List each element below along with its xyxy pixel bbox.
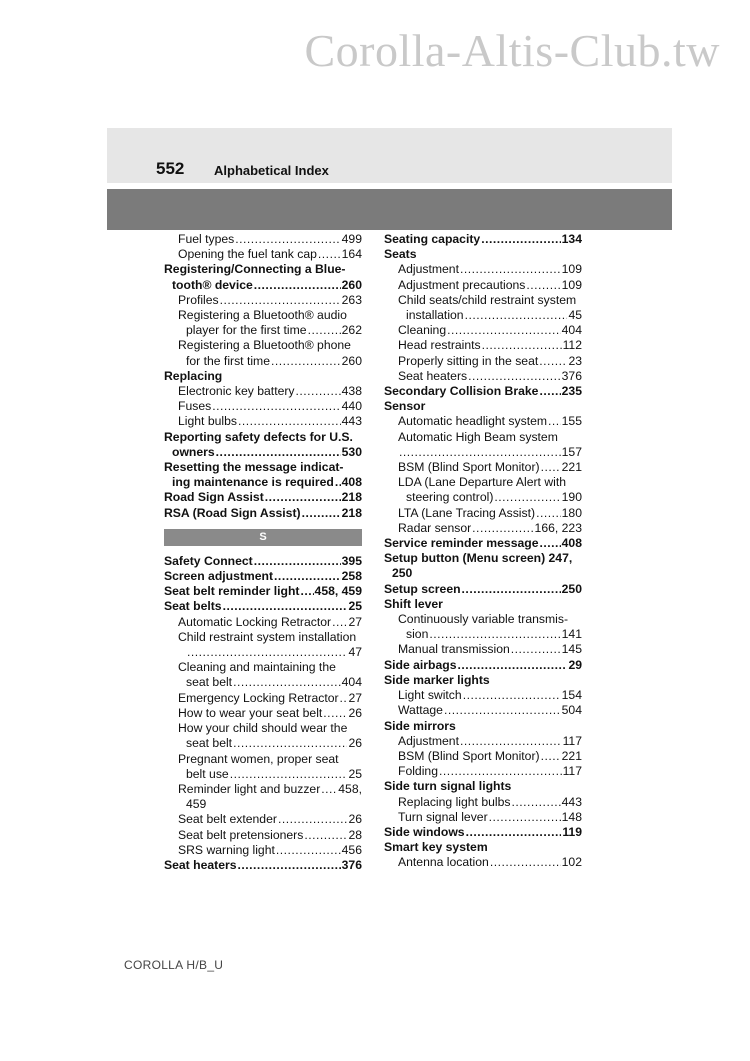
index-term: Folding xyxy=(398,764,438,779)
index-page-ref: 117 xyxy=(562,764,582,779)
index-entry xyxy=(164,232,362,247)
index-letter-header: S xyxy=(164,529,362,546)
index-entry xyxy=(384,855,582,870)
index-term-line: Automatic High Beam system xyxy=(398,429,558,444)
index-page-ref: 154 xyxy=(561,688,582,703)
index-entry xyxy=(164,736,362,751)
index-term-line: Side marker lights xyxy=(384,672,490,687)
dot-leader xyxy=(429,627,560,642)
index-page-ref: 408 xyxy=(341,475,362,490)
index-column-left xyxy=(164,232,362,873)
dot-leader xyxy=(460,262,561,277)
index-page-ref: 218 xyxy=(341,505,362,520)
dot-leader xyxy=(223,599,348,614)
header-band xyxy=(107,128,672,183)
dot-leader xyxy=(463,688,561,703)
index-term: seat belt xyxy=(186,736,233,751)
index-term: Screen adjustment xyxy=(164,569,274,584)
index-term: Turn signal lever xyxy=(398,809,488,824)
index-entry xyxy=(164,569,362,584)
index-entry xyxy=(384,810,582,825)
index-entry xyxy=(164,645,362,660)
dot-leader xyxy=(472,521,533,536)
index-term: SRS warning light xyxy=(178,842,275,857)
index-page-ref: 166, 223 xyxy=(534,520,582,535)
index-page-ref: 164 xyxy=(341,247,362,262)
index-term: Road Sign Assist xyxy=(164,490,264,505)
index-term: Reminder light and buzzer xyxy=(178,781,321,796)
dot-leader xyxy=(318,247,341,262)
index-term: Adjustment xyxy=(398,733,459,748)
index-page-ref: 26 xyxy=(348,812,362,827)
index-page-ref: 260 xyxy=(341,277,362,292)
dot-leader xyxy=(526,278,560,293)
index-term-line: Smart key system xyxy=(384,840,488,855)
index-entry xyxy=(384,764,582,779)
index-page-ref: 260 xyxy=(341,353,362,368)
index-term: for the first time xyxy=(186,353,270,368)
dot-leader xyxy=(304,828,347,843)
dot-leader xyxy=(539,536,560,551)
index-term: How to wear your seat belt xyxy=(178,705,323,720)
index-entry xyxy=(384,749,582,764)
dot-leader xyxy=(539,384,560,399)
index-page-ref: 23 xyxy=(568,353,582,368)
dot-leader xyxy=(439,764,562,779)
page-number: 552 xyxy=(156,159,185,178)
index-page-ref: 218 xyxy=(341,490,362,505)
index-page-ref: 221 xyxy=(561,748,582,763)
index-page-ref: 26 xyxy=(348,705,362,720)
index-page-ref: 458, xyxy=(338,781,362,796)
dot-leader xyxy=(308,323,341,338)
dot-leader xyxy=(460,734,562,749)
index-page-ref: 504 xyxy=(561,703,582,718)
index-page-ref: 440 xyxy=(341,399,362,414)
index-term: RSA (Road Sign Assist) xyxy=(164,505,301,520)
dot-leader xyxy=(490,855,561,870)
index-term: Side airbags xyxy=(384,657,457,672)
dot-leader xyxy=(302,506,341,521)
index-page-ref: 157 xyxy=(561,444,582,459)
dot-leader xyxy=(321,782,337,797)
index-term: Electronic key battery xyxy=(178,384,295,399)
index-entry xyxy=(164,384,362,399)
index-page-ref: 45 xyxy=(568,308,582,323)
index-term-line: Shift lever xyxy=(384,596,443,611)
index-page-ref: 443 xyxy=(561,794,582,809)
index-entry xyxy=(164,615,362,630)
footer-model: COROLLA H/B_U xyxy=(124,958,224,972)
index-term: BSM (Blind Sport Monitor) xyxy=(398,748,540,763)
dot-leader xyxy=(466,825,562,840)
dot-leader xyxy=(323,706,347,721)
dot-leader xyxy=(457,658,567,673)
index-page-ref: 148 xyxy=(561,809,582,824)
index-entry xyxy=(384,642,582,657)
index-entry xyxy=(164,843,362,858)
dot-leader xyxy=(541,749,561,764)
index-entry xyxy=(164,706,362,721)
index-term-line: Continuously variable transmis- xyxy=(398,612,569,627)
index-entry xyxy=(164,414,362,429)
index-entry xyxy=(384,354,582,369)
index-term: owners xyxy=(172,444,215,459)
dot-leader xyxy=(465,308,568,323)
index-term: player for the first time xyxy=(186,323,307,338)
index-entry xyxy=(384,338,582,353)
index-term-line: Reporting safety defects for U.S. xyxy=(164,429,353,444)
index-term-line: 250 xyxy=(392,566,413,581)
index-term: Automatic Locking Retractor xyxy=(178,614,332,629)
index-term-line: Child restraint system installation xyxy=(178,629,357,644)
index-term: Seating capacity xyxy=(384,232,481,246)
index-entry xyxy=(164,506,362,521)
section-band xyxy=(107,189,672,230)
index-page-ref: 438 xyxy=(341,384,362,399)
index-page-ref: 134 xyxy=(561,232,582,246)
index-entry xyxy=(384,490,582,505)
index-term: Replacing light bulbs xyxy=(398,794,511,809)
section-title: Alphabetical Index xyxy=(214,163,329,178)
index-page-ref: 27 xyxy=(348,690,362,705)
index-entry xyxy=(164,554,362,569)
index-term: Radar sensor xyxy=(398,520,472,535)
index-entry xyxy=(164,675,362,690)
index-term-line: Pregnant women, proper seat xyxy=(178,751,339,766)
index-entry xyxy=(384,506,582,521)
index-term: Fuel types xyxy=(178,232,235,246)
dot-leader xyxy=(444,703,561,718)
index-page-ref: 102 xyxy=(561,855,582,870)
index-term: steering control) xyxy=(406,490,494,505)
index-entry xyxy=(164,278,362,293)
index-term: LTA (Lane Tracing Assist) xyxy=(398,505,536,520)
index-entry xyxy=(164,691,362,706)
index-entry xyxy=(384,460,582,475)
index-term-line: How your child should wear the xyxy=(178,721,348,736)
index-column-right xyxy=(384,232,582,871)
index-term-line: Registering/Connecting a Blue- xyxy=(164,262,346,277)
index-page-ref: 458, 459 xyxy=(314,584,362,599)
index-page-ref: 443 xyxy=(341,414,362,429)
index-entry xyxy=(384,658,582,673)
index-entry xyxy=(384,627,582,642)
index-page-ref: 404 xyxy=(561,323,582,338)
index-entry xyxy=(384,384,582,399)
dot-leader xyxy=(340,691,348,706)
index-entry xyxy=(384,278,582,293)
index-term: sion xyxy=(406,627,429,642)
index-term: Safety Connect xyxy=(164,553,253,568)
index-page-ref: 29 xyxy=(568,657,582,672)
index-page-ref: 119 xyxy=(562,824,582,839)
index-page-ref: 25 xyxy=(348,766,362,781)
index-page-ref: 27 xyxy=(348,614,362,629)
index-term-line: Sensor xyxy=(384,399,426,414)
dot-leader xyxy=(489,810,561,825)
index-page-ref: 26 xyxy=(348,736,362,751)
index-page-ref: 155 xyxy=(561,414,582,429)
index-term: Cleaning xyxy=(398,323,447,338)
dot-leader xyxy=(539,354,567,369)
dot-leader xyxy=(276,843,341,858)
dot-leader xyxy=(511,642,561,657)
index-term-line: Resetting the message indicat- xyxy=(164,460,344,475)
index-page-ref: 376 xyxy=(341,857,362,872)
index-entry xyxy=(164,323,362,338)
index-page-ref: 258 xyxy=(341,569,362,584)
index-entry xyxy=(384,414,582,429)
index-page-ref: 28 xyxy=(348,827,362,842)
dot-leader xyxy=(494,490,560,505)
index-term: Service reminder message xyxy=(384,536,539,551)
index-term: Fuses xyxy=(178,399,212,414)
index-term: Antenna location xyxy=(398,855,489,870)
index-page-ref: 408 xyxy=(561,536,582,551)
dot-leader xyxy=(511,795,560,810)
index-entry xyxy=(384,262,582,277)
index-term-line: Setup button (Menu screen) 247, xyxy=(384,551,573,566)
index-page-ref: 262 xyxy=(341,323,362,338)
index-entry xyxy=(164,399,362,414)
index-page-ref: 263 xyxy=(341,292,362,307)
dot-leader xyxy=(235,232,340,247)
index-term-line: Replacing xyxy=(164,368,223,383)
index-page-ref: 112 xyxy=(562,338,582,353)
watermark: Corolla-Altis-Club.tw xyxy=(304,25,720,76)
index-term: tooth® device xyxy=(172,277,253,292)
dot-leader xyxy=(468,369,561,384)
index-term-line: LDA (Lane Departure Alert with xyxy=(398,475,567,490)
index-page-ref: 180 xyxy=(561,505,582,520)
dot-leader xyxy=(265,490,341,505)
index-term-line: Side mirrors xyxy=(384,718,456,733)
index-entry xyxy=(164,247,362,262)
index-entry xyxy=(384,536,582,551)
index-entry xyxy=(164,812,362,827)
index-entry xyxy=(164,293,362,308)
dot-leader xyxy=(216,445,341,460)
index-entry xyxy=(384,703,582,718)
index-page-ref: 109 xyxy=(561,262,582,277)
index-term: Setup screen xyxy=(384,581,461,596)
index-entry xyxy=(164,782,362,797)
index-term-line: Cleaning and maintaining the xyxy=(178,660,336,675)
dot-leader xyxy=(274,569,341,584)
index-term: Head restraints xyxy=(398,338,481,353)
index-entry xyxy=(164,490,362,505)
index-term: installation xyxy=(406,308,464,323)
index-page-ref: 25 xyxy=(348,599,362,614)
index-term: Automatic headlight system xyxy=(398,414,548,429)
dot-leader xyxy=(233,736,347,751)
index-entry xyxy=(164,828,362,843)
index-term: seat belt xyxy=(186,675,233,690)
dot-leader xyxy=(482,338,562,353)
index-entry xyxy=(384,795,582,810)
index-term: Light switch xyxy=(398,688,462,703)
index-term: Seat heaters xyxy=(164,857,237,872)
dot-leader xyxy=(238,858,341,873)
index-term: Adjustment xyxy=(398,262,459,277)
index-page-ref: 145 xyxy=(561,642,582,657)
dot-leader xyxy=(399,445,561,460)
index-term: Seat heaters xyxy=(398,368,468,383)
index-page-ref: 109 xyxy=(561,277,582,292)
dot-leader xyxy=(230,767,348,782)
index-entry xyxy=(384,734,582,749)
index-term: Manual transmission xyxy=(398,642,510,657)
index-term-line: Child seats/child restraint system xyxy=(398,292,577,307)
index-entry xyxy=(384,521,582,536)
index-term: Properly sitting in the seat xyxy=(398,353,539,368)
index-entry xyxy=(384,232,582,247)
index-entry xyxy=(384,582,582,597)
index-term-line: Registering a Bluetooth® phone xyxy=(178,338,351,353)
index-term: Adjustment precautions xyxy=(398,277,526,292)
index-term: Wattage xyxy=(398,703,443,718)
index-page-ref: 530 xyxy=(341,444,362,459)
index-term-line: Seats xyxy=(384,247,417,262)
index-term-line: 459 xyxy=(186,797,207,812)
index-entry xyxy=(164,767,362,782)
index-term: Side windows xyxy=(384,824,465,839)
index-page-ref: 404 xyxy=(341,675,362,690)
dot-leader xyxy=(447,323,561,338)
index-entry xyxy=(164,858,362,873)
index-term-line: Side turn signal lights xyxy=(384,779,512,794)
dot-leader xyxy=(300,584,313,599)
index-term-line: Registering a Bluetooth® audio xyxy=(178,308,347,323)
dot-leader xyxy=(536,506,561,521)
dot-leader xyxy=(254,554,341,569)
index-entry xyxy=(164,599,362,614)
dot-leader xyxy=(296,384,341,399)
index-entry xyxy=(164,475,362,490)
index-entry xyxy=(384,445,582,460)
index-term: Light bulbs xyxy=(178,414,237,429)
dot-leader xyxy=(187,645,347,660)
index-term: Seat belts xyxy=(164,599,222,614)
index-entry xyxy=(384,688,582,703)
index-term: Seat belt extender xyxy=(178,812,277,827)
index-page-ref: 395 xyxy=(341,553,362,568)
index-page-ref: 376 xyxy=(561,368,582,383)
dot-leader xyxy=(220,293,341,308)
dot-leader xyxy=(332,615,347,630)
index-term: Opening the fuel tank cap xyxy=(178,247,317,262)
index-entry xyxy=(384,323,582,338)
dot-leader xyxy=(278,812,348,827)
index-entry xyxy=(164,584,362,599)
index-term: Emergency Locking Retractor xyxy=(178,690,339,705)
index-entry xyxy=(164,354,362,369)
index-term: Profiles xyxy=(178,292,219,307)
index-page-ref: 190 xyxy=(561,490,582,505)
dot-leader xyxy=(238,414,341,429)
index-term: Secondary Collision Brake xyxy=(384,384,539,399)
index-page-ref: 47 xyxy=(348,645,362,660)
dot-leader xyxy=(462,582,561,597)
index-entry xyxy=(384,825,582,840)
dot-leader xyxy=(233,675,341,690)
index-entry xyxy=(384,369,582,384)
index-page-ref: 117 xyxy=(562,733,582,748)
index-term: ing maintenance is required xyxy=(172,475,334,490)
dot-leader xyxy=(481,232,560,247)
index-page-ref: 250 xyxy=(561,581,582,596)
index-page-ref: 221 xyxy=(561,460,582,475)
index-entry xyxy=(384,308,582,323)
dot-leader xyxy=(335,475,341,490)
dot-leader xyxy=(271,354,341,369)
index-page-ref: 499 xyxy=(341,232,362,246)
index-page-ref: 456 xyxy=(341,842,362,857)
index-page-ref: 141 xyxy=(561,627,582,642)
dot-leader xyxy=(254,278,341,293)
index-term: BSM (Blind Sport Monitor) xyxy=(398,460,540,475)
dot-leader xyxy=(548,414,561,429)
index-page-ref: 235 xyxy=(561,384,582,399)
index-term: Seat belt reminder light xyxy=(164,584,300,599)
index-entry xyxy=(164,445,362,460)
index-term: belt use xyxy=(186,766,229,781)
index-term: Seat belt pretensioners xyxy=(178,827,304,842)
dot-leader xyxy=(212,399,340,414)
dot-leader xyxy=(541,460,561,475)
